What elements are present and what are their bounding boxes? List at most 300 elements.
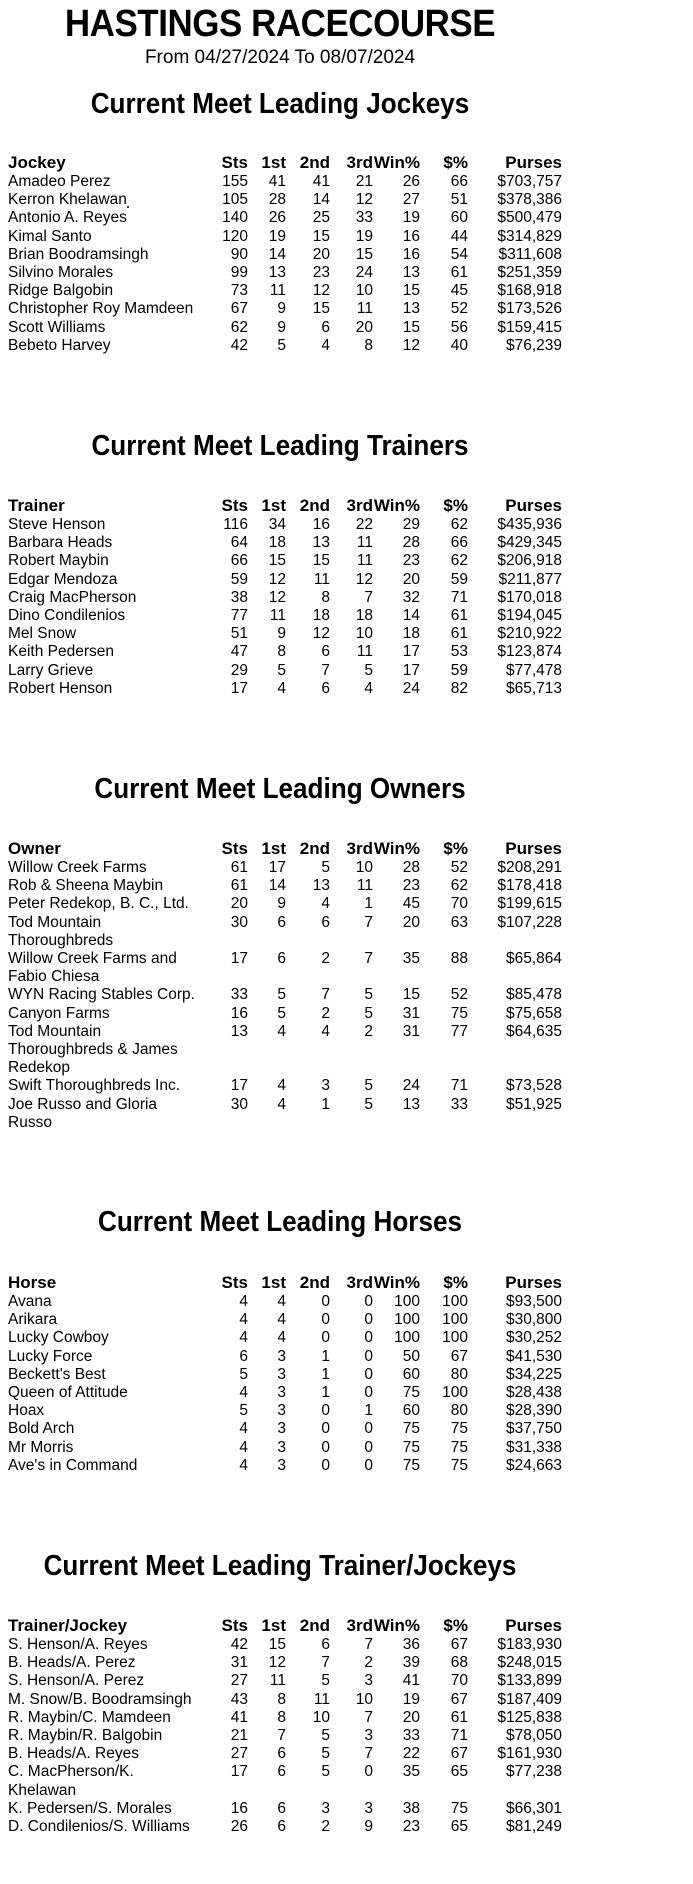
row-name: R. Maybin/C. Mamdeen [8,1708,171,1726]
row-name: Swift Thoroughbreds Inc. [8,1077,181,1095]
row-second: 12 [312,282,330,300]
row-win-pct: 28 [402,534,420,552]
row-third: 7 [364,1636,373,1653]
col-header-win-pct: Win% [373,153,420,172]
table-row [8,571,562,589]
row-win-pct: 35 [402,950,420,968]
row-sts: 4 [239,1420,248,1438]
horses-title: Current Meet Leading Horses [97,1206,463,1238]
row-win-pct: 20 [402,570,420,588]
row-win-pct: 20 [402,1708,420,1726]
row-money-pct: 75 [450,1420,468,1438]
table-row [8,1329,562,1347]
row-sts: 155 [222,173,248,190]
row-money-pct: 66 [450,173,468,190]
row-first: 6 [277,1763,286,1781]
row-second: 6 [321,1636,330,1653]
row-sts: 61 [230,877,248,895]
table-row [8,877,562,895]
row-win-pct: 19 [402,209,420,227]
page-title: HASTINGS RACECOURSE [64,3,496,45]
row-purses: $183,930 [497,1636,562,1653]
row-win-pct: 24 [402,1077,420,1095]
row-win-pct: 41 [402,1672,420,1690]
row-purses: $51,925 [505,1095,562,1113]
row-third: 21 [355,173,373,190]
row-sts: 4 [239,1456,248,1474]
row-third: 12 [355,570,373,588]
row-first: 11 [269,1672,286,1690]
row-first: 19 [268,227,286,245]
row-third: 12 [355,191,373,209]
row-first: 6 [277,913,286,931]
row-money-pct: 70 [450,895,468,913]
table-row [8,1366,562,1384]
row-money-pct: 63 [450,913,468,931]
row-first: 26 [268,209,286,227]
col-header-win-pct: Win% [373,1273,420,1292]
row-name: Peter Redekop, B. C., Ltd. [8,895,189,913]
row-sts: 120 [222,227,248,245]
row-second: 1 [321,1384,330,1402]
row-second: 0 [321,1420,330,1438]
row-third: 0 [364,1438,373,1456]
col-header-third: 3rd [346,839,373,858]
row-second: 12 [312,625,330,643]
col-header-win-pct: Win% [373,496,420,515]
row-third: 5 [364,1004,373,1022]
row-name: Amadeo Perez [8,173,111,190]
col-header-sts: Sts [221,1616,248,1635]
row-win-pct: 38 [402,1799,420,1817]
row-purses: $41,530 [505,1347,562,1365]
row-sts: 64 [230,534,248,552]
row-sts: 4 [239,1384,248,1402]
row-name: Beckett's Best [8,1365,106,1383]
row-name: Christopher Roy Mamdeen [8,300,194,318]
row-second: 10 [312,1708,330,1726]
row-name: Avana [8,1293,52,1310]
row-sts: 41 [230,1708,248,1726]
row-win-pct: 36 [402,1636,420,1653]
row-third: 5 [364,986,373,1004]
row-second: 23 [312,264,330,282]
row-purses: $133,899 [497,1672,562,1690]
row-money-pct: 100 [442,1311,468,1329]
row-name: Joe Russo and Gloria Russo [8,1095,158,1131]
row-win-pct: 75 [402,1384,420,1402]
row-purses: $81,249 [505,1818,562,1836]
row-purses: $64,635 [505,1022,562,1040]
row-purses: $28,438 [505,1384,562,1402]
row-first: 12 [268,1654,286,1672]
row-name: Tod Mountain Thoroughbreds [8,913,114,949]
row-money-pct: 80 [450,1402,468,1420]
row-name: B. Heads/A. Reyes [8,1745,139,1763]
col-header-name: Owner [8,839,61,858]
date-range: From 04/27/2024 To 08/07/2024 [144,47,416,68]
row-third: 0 [364,1384,373,1402]
row-third: 1 [364,1402,373,1420]
row-third: 11 [356,877,373,895]
row-purses: $178,418 [497,877,562,895]
row-second: 7 [321,986,330,1004]
table-row [8,986,562,1004]
row-third: 3 [364,1672,373,1690]
col-header-money-pct: $% [443,1273,468,1292]
row-money-pct: 82 [450,679,468,697]
row-win-pct: 14 [402,607,420,625]
row-purses: $65,864 [505,950,562,968]
row-first: 7 [277,1727,286,1745]
row-third: 24 [355,264,373,282]
row-money-pct: 88 [450,950,468,968]
row-name: WYN Racing Stables Corp. [8,986,195,1004]
row-second: 5 [321,1672,330,1690]
row-first: 4 [277,679,286,697]
row-name: D. Condilenios/S. Williams [8,1818,190,1836]
table-row [8,1745,562,1763]
row-sts: 4 [239,1438,248,1456]
row-third: 10 [355,282,373,300]
row-name: Bold Arch [8,1420,75,1438]
row-third: 11 [356,643,373,661]
row-third: 0 [364,1311,373,1329]
row-money-pct: 53 [450,643,468,661]
row-second: 0 [321,1329,330,1347]
row-second: 13 [312,877,330,895]
row-third: 0 [364,1456,373,1474]
row-money-pct: 61 [450,1708,468,1726]
row-money-pct: 45 [450,282,468,300]
stray-dot [127,206,129,208]
col-header-first: 1st [261,496,286,515]
row-first: 4 [277,1095,286,1113]
row-second: 2 [321,950,330,968]
row-first: 6 [277,1799,286,1817]
jockeys-table [8,153,562,355]
trainers-table [8,496,562,698]
row-sts: 6 [239,1347,248,1365]
row-first: 15 [268,1636,286,1653]
col-header-second: 2nd [299,1616,330,1635]
row-purses: $251,359 [497,264,562,282]
row-win-pct: 75 [402,1420,420,1438]
row-sts: 20 [230,895,248,913]
row-first: 5 [277,336,286,354]
row-win-pct: 17 [402,643,420,661]
row-second: 5 [321,1745,330,1763]
table-row [8,319,562,337]
row-first: 3 [277,1456,286,1474]
row-name: C. MacPherson/K. Khelawan [8,1763,134,1799]
row-first: 5 [277,661,286,679]
row-win-pct: 33 [402,1727,420,1745]
row-second: 7 [321,1654,330,1672]
col-header-name: Jockey [8,153,66,172]
row-name: Keith Pedersen [8,643,114,661]
row-first: 5 [277,1004,286,1022]
col-header-win-pct: Win% [373,839,420,858]
row-win-pct: 32 [402,588,420,606]
row-second: 15 [312,300,330,318]
row-name: Scott Williams [8,318,106,336]
trainer-jockeys-table [8,1616,562,1836]
row-win-pct: 16 [402,245,420,263]
row-win-pct: 13 [402,300,420,318]
row-win-pct: 31 [402,1022,420,1040]
row-sts: 26 [230,1818,248,1836]
row-sts: 5 [239,1402,248,1420]
table-row [8,1636,562,1654]
row-third: 5 [364,661,373,679]
row-third: 10 [355,859,373,876]
row-sts: 43 [230,1690,248,1708]
row-money-pct: 65 [450,1763,468,1781]
row-first: 12 [268,588,286,606]
table-row [8,1005,562,1023]
row-third: 0 [364,1293,373,1310]
row-money-pct: 62 [450,552,468,570]
row-first: 4 [277,1311,286,1329]
row-name: Craig MacPherson [8,588,137,606]
row-win-pct: 75 [402,1456,420,1474]
row-first: 3 [277,1420,286,1438]
row-third: 0 [364,1763,373,1781]
row-money-pct: 100 [442,1329,468,1347]
row-purses: $208,291 [497,859,562,876]
row-purses: $187,409 [497,1690,562,1708]
row-third: 18 [355,607,373,625]
row-purses: $311,608 [498,245,562,263]
row-first: 6 [277,1818,286,1836]
table-row [8,914,562,950]
row-money-pct: 52 [450,300,468,318]
row-third: 5 [364,1077,373,1095]
row-first: 41 [268,173,286,190]
row-sts: 4 [239,1311,248,1329]
row-name: Willow Creek Farms [8,859,147,876]
row-third: 0 [364,1365,373,1383]
row-third: 8 [364,336,373,354]
row-first: 3 [277,1402,286,1420]
row-name: Tod Mountain Thoroughbreds & James Redekop [8,1022,178,1077]
owners-table [8,839,562,1132]
row-sts: 16 [230,1799,248,1817]
row-win-pct: 16 [402,227,420,245]
row-second: 6 [321,679,330,697]
row-second: 4 [321,895,330,913]
row-name: Lucky Force [8,1347,93,1365]
row-second: 2 [321,1818,330,1836]
row-first: 11 [269,282,286,300]
row-second: 13 [312,534,330,552]
row-third: 11 [356,552,373,570]
row-first: 3 [277,1347,286,1365]
table-row [8,191,562,209]
row-purses: $65,713 [505,679,562,697]
table-row [8,607,562,625]
row-sts: 59 [230,570,248,588]
col-header-purses: Purses [505,1273,562,1292]
row-name: Edgar Mendoza [8,570,118,588]
row-sts: 42 [230,1636,248,1653]
row-second: 25 [312,209,330,227]
col-header-name: Trainer/Jockey [8,1616,128,1635]
row-money-pct: 61 [450,264,468,282]
row-name: K. Pedersen/S. Morales [8,1799,172,1817]
table-row [8,1384,562,1402]
col-header-third: 3rd [346,1273,373,1292]
row-purses: $199,615 [497,895,562,913]
row-name: Larry Grieve [8,661,94,679]
row-third: 7 [364,1708,373,1726]
row-win-pct: 24 [402,679,420,697]
row-win-pct: 45 [402,895,420,913]
row-sts: 51 [230,625,248,643]
row-name: Hoax [8,1402,45,1420]
row-purses: $30,252 [505,1329,562,1347]
row-win-pct: 22 [402,1745,420,1763]
row-name: Canyon Farms [8,1004,110,1022]
row-first: 4 [277,1329,286,1347]
row-purses: $66,301 [505,1799,562,1817]
row-second: 6 [321,913,330,931]
row-second: 41 [312,173,330,190]
jockeys-title: Current Meet Leading Jockeys [90,88,470,120]
row-first: 9 [277,300,286,318]
row-third: 1 [364,895,373,913]
row-first: 17 [268,859,286,876]
row-name: R. Maybin/R. Balgobin [8,1727,163,1745]
row-money-pct: 59 [450,570,468,588]
row-win-pct: 15 [402,282,420,300]
col-header-first: 1st [261,153,286,172]
row-money-pct: 70 [450,1672,468,1690]
table-row [8,552,562,570]
row-sts: 66 [230,552,248,570]
row-sts: 116 [223,516,248,533]
col-header-money-pct: $% [443,839,468,858]
row-second: 14 [312,191,330,209]
row-third: 33 [355,209,373,227]
row-third: 15 [355,245,373,263]
row-win-pct: 15 [402,318,420,336]
row-purses: $168,918 [497,282,562,300]
trainer-jockeys-title: Current Meet Leading Trainer/Jockeys [43,1550,517,1582]
row-name: Silvino Morales [8,264,114,282]
col-header-second: 2nd [299,1273,330,1292]
row-win-pct: 28 [402,859,420,876]
row-money-pct: 59 [450,661,468,679]
row-money-pct: 67 [450,1347,468,1365]
row-purses: $248,015 [497,1654,562,1672]
row-money-pct: 56 [450,318,468,336]
row-win-pct: 19 [402,1690,420,1708]
row-second: 7 [321,661,330,679]
row-purses: $34,225 [505,1365,562,1383]
row-first: 11 [269,607,286,625]
row-second: 4 [321,336,330,354]
row-first: 4 [277,1293,286,1310]
row-sts: 4 [239,1293,248,1310]
row-money-pct: 65 [450,1818,468,1836]
row-money-pct: 66 [450,534,468,552]
row-name: S. Henson/A. Perez [8,1672,145,1690]
row-third: 7 [364,588,373,606]
row-name: Rob & Sheena Maybin [8,877,164,895]
row-sts: 62 [230,318,248,336]
row-first: 12 [268,570,286,588]
table-row [8,1457,562,1475]
row-second: 3 [321,1799,330,1817]
row-money-pct: 60 [450,209,468,227]
row-purses: $125,838 [497,1708,562,1726]
row-win-pct: 100 [394,1329,420,1347]
row-win-pct: 100 [394,1311,420,1329]
row-third: 10 [355,1690,373,1708]
row-sts: 77 [230,607,248,625]
row-first: 15 [268,552,286,570]
col-header-first: 1st [261,1273,286,1292]
row-name: M. Snow/B. Boodramsingh [8,1690,192,1708]
row-third: 9 [364,1818,373,1836]
row-purses: $78,050 [505,1727,562,1745]
row-money-pct: 52 [450,986,468,1004]
row-name: Robert Maybin [8,552,109,570]
row-purses: $77,478 [505,661,562,679]
row-second: 6 [321,318,330,336]
row-money-pct: 67 [450,1690,468,1708]
table-row [8,173,562,191]
row-first: 8 [277,1690,286,1708]
row-purses: $435,936 [497,516,562,533]
row-win-pct: 27 [402,191,420,209]
col-header-sts: Sts [221,1273,248,1292]
table-row [8,1293,562,1311]
row-first: 5 [277,986,286,1004]
row-third: 3 [364,1799,373,1817]
row-money-pct: 71 [450,1077,468,1095]
row-name: Brian Boodramsingh [8,245,149,263]
row-name: Barbara Heads [8,534,113,552]
table-row [8,1023,562,1078]
row-win-pct: 15 [402,986,420,1004]
row-money-pct: 62 [450,516,468,533]
row-third: 2 [364,1022,373,1040]
table-row [8,300,562,318]
table-header-row [8,153,562,173]
owners-title: Current Meet Leading Owners [94,773,466,805]
row-second: 5 [321,1763,330,1781]
col-header-second: 2nd [299,153,330,172]
table-row [8,209,562,227]
row-win-pct: 29 [402,516,420,533]
row-money-pct: 44 [450,227,468,245]
col-header-sts: Sts [221,496,248,515]
row-win-pct: 13 [402,264,420,282]
row-win-pct: 12 [402,336,420,354]
row-sts: 17 [230,1077,248,1095]
row-name: Arikara [8,1311,58,1329]
row-first: 14 [268,877,286,895]
row-purses: $30,800 [505,1311,562,1329]
row-second: 11 [313,1690,330,1708]
table-header-row [8,1616,562,1636]
row-first: 34 [268,516,286,533]
row-second: 4 [321,1022,330,1040]
row-third: 0 [364,1329,373,1347]
